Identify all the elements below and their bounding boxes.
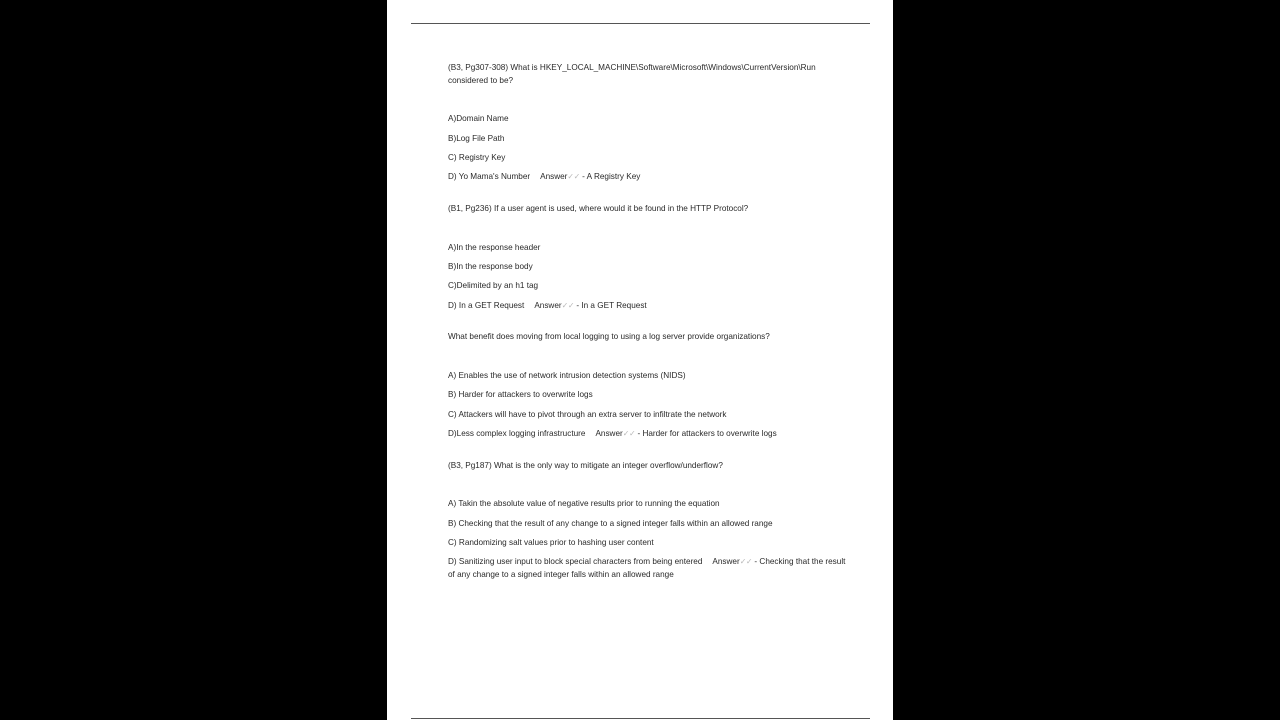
header-rule [411, 23, 870, 24]
double-check-icon: ✓✓ [561, 300, 575, 310]
answer-option-c: C)Delimited by an h1 tag [448, 281, 539, 291]
answer-option-d [448, 428, 848, 441]
option-text: D) Yo Mama's Number [448, 172, 531, 182]
document-body [448, 62, 848, 601]
answer-option-d [448, 556, 848, 581]
answer-text: - A Registry Key [582, 172, 641, 182]
document-page [387, 0, 893, 720]
answer-label: Answer [595, 429, 623, 439]
footer-rule [411, 718, 870, 719]
answer-option-a: A)In the response header [448, 242, 541, 252]
double-check-icon: ✓✓ [739, 557, 753, 567]
answer-option-c: C) Attackers will have to pivot through an extra server to infiltrate the network [448, 409, 727, 419]
option-text: D) Sanitizing user input to block special characters from being entered [448, 557, 703, 567]
answer-option-d [448, 171, 848, 184]
answer-label: Answer [540, 172, 568, 182]
answer-option-b: B) Harder for attackers to overwrite logs [448, 390, 593, 400]
answer-label: Answer [534, 300, 562, 310]
answer-option-a: A) Takin the absolute value of negative results prior to running the equation [448, 499, 720, 509]
question-prompt: (B3, Pg307-308) What is HKEY_LOCAL_MACHINE\Software\Microsoft\Windows\CurrentVersion\Run considered to be? [448, 63, 816, 85]
answer-option-a: A) Enables the use of network intrusion detection systems (NIDS) [448, 370, 686, 380]
question-prompt: What benefit does moving from local logging to using a log server provide organizations? [448, 332, 770, 342]
question-prompt: (B1, Pg236) If a user agent is used, where would it be found in the HTTP Protocol? [448, 203, 749, 213]
question-prompt: (B3, Pg187) What is the only way to mitigate an integer overflow/underflow? [448, 460, 723, 470]
question-block [448, 203, 848, 312]
answer-text: - Harder for attackers to overwrite logs [637, 429, 777, 439]
question-block [448, 460, 848, 582]
answer-option-b: B)Log File Path [448, 133, 505, 143]
answer-option-d [448, 300, 848, 313]
answer-label: Answer [712, 557, 740, 567]
question-block [448, 331, 848, 440]
double-check-icon: ✓✓ [622, 429, 636, 439]
answer-option-a: A)Domain Name [448, 114, 509, 124]
question-block [448, 62, 848, 184]
option-text: D)Less complex logging infrastructure [448, 429, 586, 439]
option-text: D) In a GET Request [448, 300, 525, 310]
answer-option-c: C) Randomizing salt values prior to hashing user content [448, 538, 654, 548]
answer-option-b: B)In the response body [448, 261, 533, 271]
answer-option-c: C) Registry Key [448, 152, 506, 162]
answer-option-b: B) Checking that the result of any change to a signed integer falls within an allowed range [448, 518, 773, 528]
answer-text: - Checking that the result of any change to a signed integer falls within an allowed range [448, 557, 846, 580]
double-check-icon: ✓✓ [567, 172, 580, 182]
answer-text: - In a GET Request [576, 300, 647, 310]
